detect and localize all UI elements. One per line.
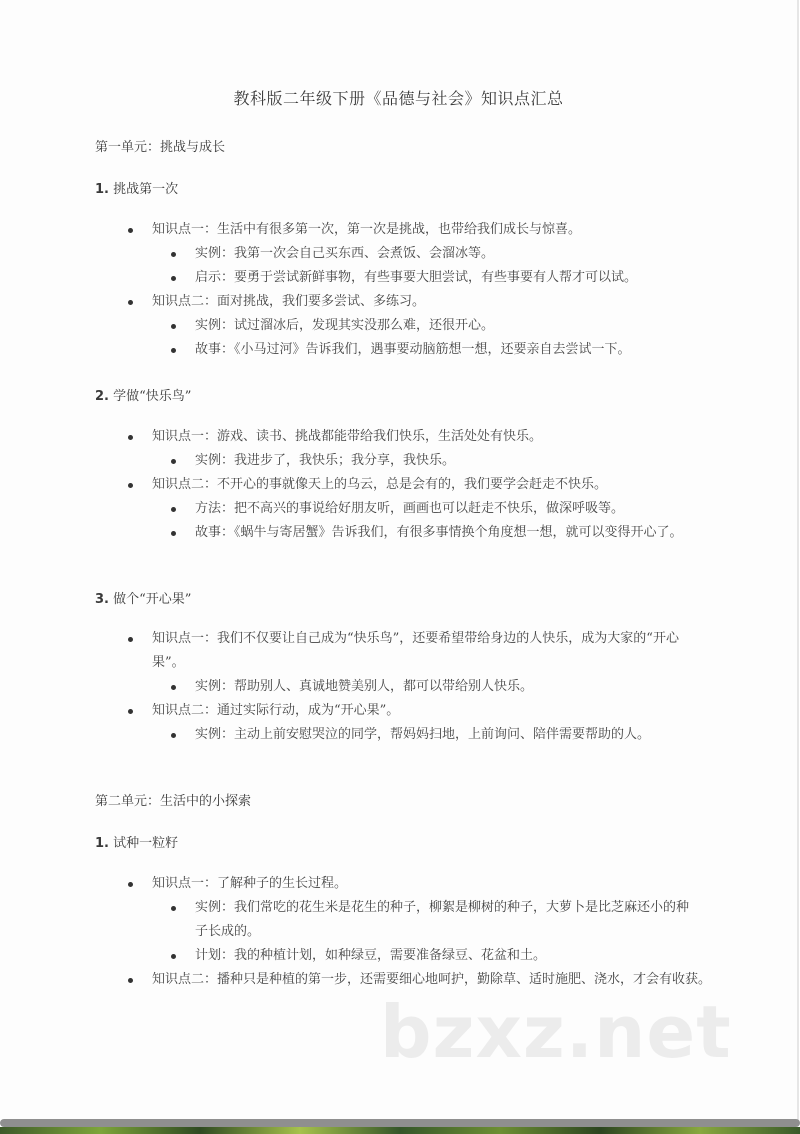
bullet-icon — [171, 906, 176, 911]
list-item: 知识点一：了解种子的生长过程。 — [152, 872, 712, 896]
bullet-icon — [171, 733, 176, 738]
bullet-icon — [128, 709, 133, 714]
lesson-heading — [95, 832, 178, 851]
list-item: 方法：把不高兴的事说给好朋友听，画画也可以赶走不快乐，做深呼吸等。 — [195, 497, 715, 521]
lesson-number: 1. — [95, 836, 109, 851]
watermark: bzxz.net — [380, 990, 732, 1074]
bullet-icon — [171, 348, 176, 353]
list-item: 实例：我们常吃的花生米是花生的种子，柳絮是柳树的种子，大萝卜是比芝麻还小的种子长成的。 — [195, 896, 695, 944]
list-item: 知识点二：不开心的事就像天上的乌云，总是会有的，我们要学会赶走不快乐。 — [152, 473, 712, 497]
list-item: 知识点一：生活中有很多第一次，第一次是挑战，也带给我们成长与惊喜。 — [152, 218, 712, 242]
lesson-heading — [95, 178, 178, 197]
background-image-strip — [0, 1127, 800, 1134]
list-item: 启示：要勇于尝试新鲜事物，有些事要大胆尝试，有些事要有人帮才可以试。 — [195, 266, 755, 290]
list-item: 知识点一：游戏、读书、挑战都能带给我们快乐，生活处处有快乐。 — [152, 425, 712, 449]
unit-heading: 第二单元：生活中的小探索 — [95, 794, 252, 809]
list-item: 实例：帮助别人、真诚地赞美别人，都可以带给别人快乐。 — [195, 675, 715, 699]
bullet-icon — [171, 507, 176, 512]
bullet-icon — [171, 459, 176, 464]
unit-heading: 第一单元：挑战与成长 — [95, 140, 226, 155]
bullet-icon — [171, 531, 176, 536]
list-item: 计划：我的种植计划，如种绿豆，需要准备绿豆、花盆和土。 — [195, 944, 715, 968]
lesson-number: 1. — [95, 182, 109, 197]
bullet-icon — [171, 252, 176, 257]
lesson-number: 2. — [95, 389, 109, 404]
list-item: 故事：《小马过河》告诉我们，遇事要动脑筋想一想，还要亲自去尝试一下。 — [195, 338, 755, 362]
list-item: 实例：我第一次会自己买东西、会煮饭、会溜冰等。 — [195, 242, 715, 266]
bullet-icon — [128, 483, 133, 488]
bullet-icon — [128, 435, 133, 440]
lesson-title: 试种一粒籽 — [113, 836, 179, 851]
list-item: 知识点二：面对挑战，我们要多尝试、多练习。 — [152, 290, 712, 314]
bullet-icon — [128, 300, 133, 305]
list-item: 知识点二：通过实际行动，成为“开心果”。 — [152, 699, 712, 723]
lesson-heading — [95, 588, 191, 607]
bullet-icon — [171, 276, 176, 281]
horizontal-scrollbar[interactable] — [0, 1119, 800, 1127]
bullet-icon — [128, 978, 133, 983]
lesson-number: 3. — [95, 592, 109, 607]
bullet-icon — [171, 324, 176, 329]
bullet-icon — [128, 637, 133, 642]
lesson-title: 做个“开心果” — [113, 592, 192, 607]
bullet-icon — [171, 685, 176, 690]
bullet-icon — [128, 228, 133, 233]
lesson-title: 挑战第一次 — [113, 182, 179, 197]
list-item: 实例：主动上前安慰哭泣的同学，帮妈妈扫地，上前询问、陪伴需要帮助的人。 — [195, 723, 695, 747]
bullet-icon — [171, 954, 176, 959]
page-title: 教科版二年级下册《品德与社会》知识点汇总 — [233, 89, 564, 108]
bullet-icon — [128, 882, 133, 887]
lesson-heading — [95, 385, 191, 404]
list-item: 故事：《蜗牛与寄居蟹》告诉我们，有很多事情换个角度想一想，就可以变得开心了。 — [195, 521, 695, 545]
list-item: 知识点二：播种只是种植的第一步，还需要细心地呵护，勤除草、适时施肥、浇水，才会有收获。 — [152, 968, 717, 992]
list-item: 知识点一：我们不仅要让自己成为“快乐鸟”，还要希望带给身边的人快乐，成为大家的“开心果”。 — [152, 627, 692, 675]
list-item: 实例：我进步了，我快乐；我分享，我快乐。 — [195, 449, 715, 473]
lesson-title: 学做“快乐鸟” — [113, 389, 192, 404]
list-item: 实例：试过溜冰后，发现其实没那么难，还很开心。 — [195, 314, 715, 338]
